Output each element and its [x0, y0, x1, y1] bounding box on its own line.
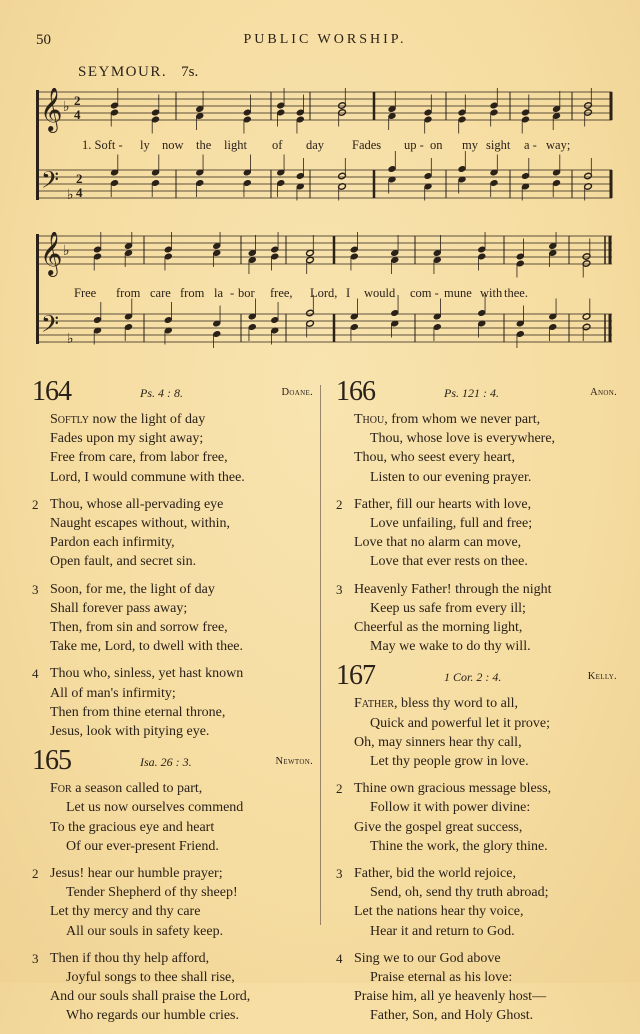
stanza: [32, 495, 317, 572]
stanza: [32, 949, 317, 1026]
hymn-header: [336, 376, 621, 410]
verse-line: All of man's infirmity;: [50, 685, 176, 701]
stanza: [336, 864, 621, 941]
verse-line: Pardon each infirmity,: [50, 535, 175, 551]
verse-line: Father, Son, and Holy Ghost.: [370, 1008, 534, 1024]
verse-line: Love that ever rests on thee.: [370, 554, 528, 570]
svg-text:4: 4: [74, 107, 81, 122]
lyric-syllable: la: [214, 286, 224, 300]
first-word: For: [50, 781, 72, 797]
verse-line: Let the nations hear thy voice,: [354, 904, 524, 920]
lyric-syllable: a -: [524, 138, 537, 152]
stanza: [336, 495, 621, 572]
music-staff-system-1: [34, 88, 614, 218]
stanza-number: 2: [336, 496, 343, 512]
lyric-syllable: Free: [74, 286, 97, 300]
verse-line: Fades upon my sight away;: [50, 431, 204, 447]
verse-line: Thou, whose all-pervading eye: [50, 496, 224, 512]
svg-text:4: 4: [76, 185, 83, 200]
hymn-author: Kelly.: [587, 671, 617, 683]
verse-line: Keep us safe from every ill;: [370, 600, 526, 616]
lyric-syllable: would: [364, 286, 396, 300]
lyric-syllable: sight: [486, 138, 511, 152]
verse-line: Let thy people grow in love.: [370, 754, 529, 770]
verse-line: Jesus! hear our humble prayer;: [50, 866, 223, 882]
tune-meter: 7s.: [181, 64, 199, 80]
stanza: [32, 864, 317, 941]
svg-text:𝄢: 𝄢: [41, 166, 60, 199]
line-rest: , from whom we never part,: [384, 412, 541, 427]
stanza: [32, 779, 317, 856]
verse-line: Then, from sin and sorrow free,: [50, 620, 228, 636]
scripture-reference: Isa. 26 : 3.: [140, 755, 192, 770]
stanza-number: 3: [336, 581, 343, 597]
stanza-number: 2: [32, 866, 39, 882]
lyric-syllable: my: [462, 138, 478, 152]
lyric-syllable: com -: [410, 286, 439, 300]
verse-line: Shall forever pass away;: [50, 600, 188, 616]
verse-line: Let thy mercy and thy care: [50, 904, 201, 920]
svg-text:𝄢: 𝄢: [41, 310, 60, 343]
stanza-number: 4: [336, 950, 343, 966]
stanza: [336, 694, 621, 771]
stanza: [336, 410, 621, 487]
verse-line: [336, 410, 621, 429]
verse-line: Father, fill our hearts with love,: [354, 496, 532, 512]
hymn-header: [32, 376, 317, 410]
hymn-number: 167: [336, 660, 375, 692]
stanza: [336, 779, 621, 856]
verse-line: Hear it and return to God.: [370, 923, 515, 939]
svg-text:𝄞: 𝄞: [40, 232, 63, 275]
line-rest: a season called to part,: [71, 781, 203, 797]
stanza: [336, 949, 621, 1026]
hymn-header: [32, 745, 317, 779]
running-head: [0, 32, 640, 52]
lyric-syllable: I: [346, 286, 351, 300]
running-title: PUBLIC WORSHIP.: [243, 32, 407, 47]
lyric-syllable: Fades: [352, 138, 382, 152]
hymn-author: Doane.: [281, 387, 313, 398]
verse-line: Jesus, look with pitying eye.: [50, 724, 210, 740]
verse-line: Let us now ourselves commend: [66, 800, 244, 816]
verse-line: [32, 779, 317, 798]
verse-line: Give the gospel great success,: [354, 819, 523, 835]
column-divider: [320, 385, 321, 925]
hymn-167: [336, 660, 621, 1025]
verse-line: And our souls shall praise the Lord,: [50, 989, 251, 1005]
hymn-number: 165: [32, 745, 71, 777]
verse-line: Thou, who seest every heart,: [354, 450, 515, 466]
page-number: 50: [36, 32, 51, 48]
stanza-number: 2: [32, 496, 39, 512]
lyric-syllable: free,: [270, 286, 293, 300]
lyric-syllable: on: [430, 138, 443, 152]
verse-line: Soon, for me, the light of day: [50, 581, 215, 597]
verse-line: Joyful songs to thee shall rise,: [66, 970, 235, 986]
verse-line: All our souls in safety keep.: [66, 923, 224, 939]
scripture-reference: 1 Cor. 2 : 4.: [444, 670, 502, 685]
verse-line: May we wake to do thy will.: [370, 639, 531, 655]
verse-line: Tender Shepherd of thy sheep!: [66, 885, 238, 901]
stanza-number: 3: [32, 950, 39, 966]
lyric-syllable: from: [116, 286, 141, 300]
stanza-number: 3: [32, 581, 39, 597]
verse-line: Take me, Lord, to dwell with thee.: [50, 639, 244, 655]
verse-line: To the gracious eye and heart: [50, 819, 215, 835]
verse-line: Thine the work, the glory thine.: [370, 838, 548, 854]
verse-line: Thou who, sinless, yet hast known: [50, 666, 244, 682]
verse-line: Praise eternal as his love:: [370, 970, 513, 986]
hymn-author: Newton.: [275, 756, 313, 768]
lyric-syllable: -: [230, 286, 235, 300]
first-word: Softly: [50, 412, 90, 427]
hymn-164: [32, 376, 317, 741]
verse-line: Heavenly Father! through the night: [354, 581, 552, 597]
verse-line: Free from care, from labor free,: [50, 450, 228, 466]
verse-line: Oh, may sinners hear thy call,: [354, 734, 522, 750]
hymn-number: 164: [32, 376, 71, 407]
hymn-166: [336, 376, 621, 656]
tune-title: [78, 64, 198, 81]
verse-line: Love that no alarm can move,: [354, 535, 522, 551]
stanza-number: 2: [336, 781, 343, 797]
verse-line: Naught escapes without, within,: [50, 516, 231, 532]
svg-text:2: 2: [74, 93, 81, 108]
line-rest: , bless thy word to all,: [394, 696, 519, 712]
verse-line: [336, 694, 621, 713]
svg-text:♭: ♭: [67, 332, 74, 347]
tune-name: SEYMOUR.: [78, 64, 168, 80]
verse-line: Cheerful as the morning light,: [354, 620, 523, 636]
verse-line: Lord, I would commune with thee.: [50, 469, 245, 485]
lyric-syllable: thee.: [504, 286, 528, 300]
lyric-syllable: day: [306, 138, 325, 152]
verse-line: Listen to our evening prayer.: [370, 469, 532, 485]
right-column: [336, 376, 621, 1034]
stanza-number: 4: [32, 666, 39, 682]
lyric-syllable: ly: [140, 138, 150, 152]
verse-line: Sing we to our God above: [354, 950, 501, 966]
lyric-syllable: of: [272, 138, 283, 152]
hymn-165: [32, 745, 317, 1025]
verse-line: Father, bid the world rejoice,: [354, 866, 516, 882]
lyric-syllable: from: [180, 286, 205, 300]
verse-line: Of our ever-present Friend.: [66, 838, 219, 854]
stanza-number: 3: [336, 866, 343, 882]
svg-text:♭: ♭: [63, 244, 70, 259]
lyric-syllable: mune: [444, 286, 472, 300]
verse-line: Who regards our humble cries.: [66, 1008, 239, 1024]
svg-text:♭: ♭: [63, 100, 70, 115]
verse-line: Open fault, and secret sin.: [50, 554, 197, 570]
lyric-syllable: the: [196, 138, 212, 152]
lyric-syllable: care: [150, 286, 171, 300]
verse-line: Thou, whose love is everywhere,: [370, 431, 556, 447]
music-system-2: [34, 232, 614, 362]
first-word: Thou: [354, 412, 385, 427]
lyric-syllable: up -: [404, 138, 424, 152]
verse-line: Then if thou thy help afford,: [50, 950, 210, 966]
stanza: [32, 580, 317, 657]
stanza: [32, 664, 317, 741]
scripture-reference: Ps. 121 : 4.: [444, 386, 499, 400]
verse-line: Quick and powerful let it prove;: [370, 715, 551, 731]
verse-line: [32, 410, 317, 429]
left-column: [32, 376, 317, 1034]
lyric-syllable: bor: [238, 286, 255, 300]
verse-line: Love unfailing, full and free;: [370, 516, 533, 532]
lyric-syllable: now: [162, 138, 184, 152]
verse-line: Then from thine eternal throne,: [50, 704, 226, 720]
svg-text:𝄞: 𝄞: [40, 88, 63, 131]
lyric-syllable: with: [480, 286, 503, 300]
stanza: [32, 410, 317, 487]
hymn-author: Anon.: [590, 387, 617, 398]
lyric-syllable: Lord,: [310, 286, 338, 300]
line-rest: now the light of day: [89, 412, 206, 427]
lyric-syllable: 1. Soft -: [82, 138, 123, 152]
lyric-syllable: way;: [546, 138, 571, 152]
verse-line: Follow it with power divine:: [370, 800, 531, 816]
hymn-number: 166: [336, 376, 375, 407]
svg-text:2: 2: [76, 171, 83, 186]
verse-line: Thine own gracious message bless,: [354, 781, 552, 797]
verse-line: Praise him, all ye heavenly host—: [354, 989, 547, 1005]
scripture-reference: Ps. 4 : 8.: [140, 386, 183, 400]
lyric-syllable: light: [224, 138, 247, 152]
first-word: Father: [354, 696, 395, 712]
stanza: [336, 580, 621, 657]
music-system-1: [34, 88, 614, 218]
verse-line: Send, oh, send thy truth abroad;: [370, 885, 549, 901]
hymn-header: [336, 660, 621, 694]
svg-text:♭: ♭: [67, 188, 74, 203]
